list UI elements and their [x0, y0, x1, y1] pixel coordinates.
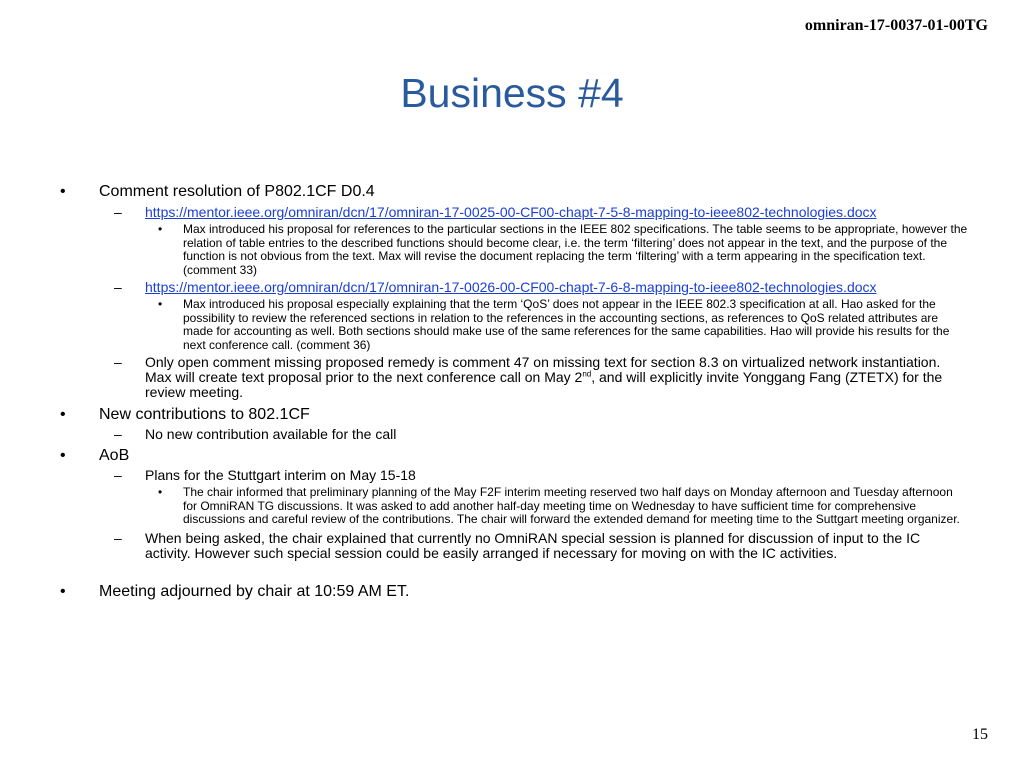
detail-comment-36 — [0, 298, 968, 352]
sub-bullet-text-pre: Only open comment missing proposed remedy is comment 47 on missing text for section 8.3 on virtualized network instantiation. Max will create text proposal prior to the next conference call on May 2 — [145, 354, 941, 385]
bullet-marker: • — [158, 485, 163, 499]
sub-bullet-text: No new contribution available for the call — [145, 426, 397, 442]
dash-marker: – — [114, 204, 122, 220]
dash-marker: – — [114, 426, 122, 442]
bullet-marker: • — [158, 222, 163, 236]
sub-bullet-comment-47 — [0, 355, 965, 400]
bullet-text: AoB — [99, 447, 130, 464]
detail-text: The chair informed that preliminary planning of the May F2F interim meeting reserved two half days on Monday afternoon and Tuesday afternoon for OmniRAN TG discussions. It was asked to add another half-day meeting time on Wednesday to have sufficient time for comprehensive discussions and careful review of the contributions. The chair will forward the extended demand for meeting time to the Suttgart meeting organizer. — [183, 485, 960, 526]
bullet-text: New contributions to 802.1CF — [99, 406, 310, 423]
sub-bullet-link-0025 — [0, 205, 965, 220]
bullet-meeting-adjourned — [0, 582, 1000, 601]
sub-bullet-text: When being asked, the chair explained that currently no OmniRAN special session is planned for discussion of input to the IC activity. However such special session could be easily arranged if necessary for moving on with the IC activities. — [145, 529, 921, 561]
detail-interim-planning — [0, 486, 968, 527]
sub-bullet-text: Plans for the Stuttgart interim on May 15-18 — [145, 467, 416, 483]
slide-body — [0, 182, 1000, 601]
sub-bullet-link-0026 — [0, 280, 965, 295]
detail-comment-33 — [0, 223, 968, 277]
bullet-comment-resolution — [0, 182, 1000, 201]
bullet-new-contributions — [0, 405, 1000, 424]
bullet-marker: • — [158, 297, 163, 311]
dash-marker: – — [114, 279, 122, 295]
bullet-marker: • — [60, 183, 66, 200]
page-number: 15 — [972, 726, 988, 743]
bullet-marker: • — [60, 447, 66, 464]
ordinal-suffix: nd — [582, 369, 592, 379]
document-id: omniran-17-0037-01-00TG — [804, 17, 988, 34]
bullet-text: Comment resolution of P802.1CF D0.4 — [99, 183, 375, 200]
sub-bullet-stuttgart-plans — [0, 468, 965, 483]
sub-bullet-no-contribution — [0, 427, 965, 442]
sub-bullet-special-session — [0, 531, 965, 561]
dash-marker: – — [114, 354, 122, 370]
bullet-text: Meeting adjourned by chair at 10:59 AM ET. — [99, 582, 410, 600]
document-link-0026[interactable]: https://mentor.ieee.org/omniran/dcn/17/omniran-17-0026-00-CF00-chapt-7-6-8-mapping-to-ieee802-technologies.docx — [145, 279, 877, 295]
document-link-0025[interactable]: https://mentor.ieee.org/omniran/dcn/17/omniran-17-0025-00-CF00-chapt-7-5-8-mapping-to-ieee802-technologies.docx — [145, 204, 877, 220]
bullet-marker: • — [60, 582, 66, 600]
dash-marker: – — [114, 467, 122, 483]
bullet-aob — [0, 446, 1000, 465]
dash-marker: – — [114, 529, 122, 546]
slide-title: Business #4 — [400, 70, 624, 116]
sub-bullet-text-post: , and will explicitly invite Yonggang Fang (ZTETX) for the review meeting. — [145, 369, 943, 400]
bullet-marker: • — [60, 406, 66, 423]
detail-text: Max introduced his proposal especially explaining that the term ‘QoS’ does not appear in the IEEE 802.3 specification at all. Hao asked for the possibility to review the referenced sections in relation to the references in the accounting sections, as references to QoS related attributes are made for accounting as well. Both sections should make use of the same references for the same capabilities. Hao will provide his results for the next conference call. (comment 36) — [183, 297, 950, 352]
detail-text: Max introduced his proposal for references to the particular sections in the IEEE 802 specifications. The table seems to be appropriate, however the relation of table entries to the described functions should become clear, i.e. the term ‘filtering’ does not appear in the text, and the purpose of the function is not obvious from the text. Max will revise the document replacing the term ‘filtering’ with a term appearing in the specification text. (comment 33) — [183, 222, 968, 277]
